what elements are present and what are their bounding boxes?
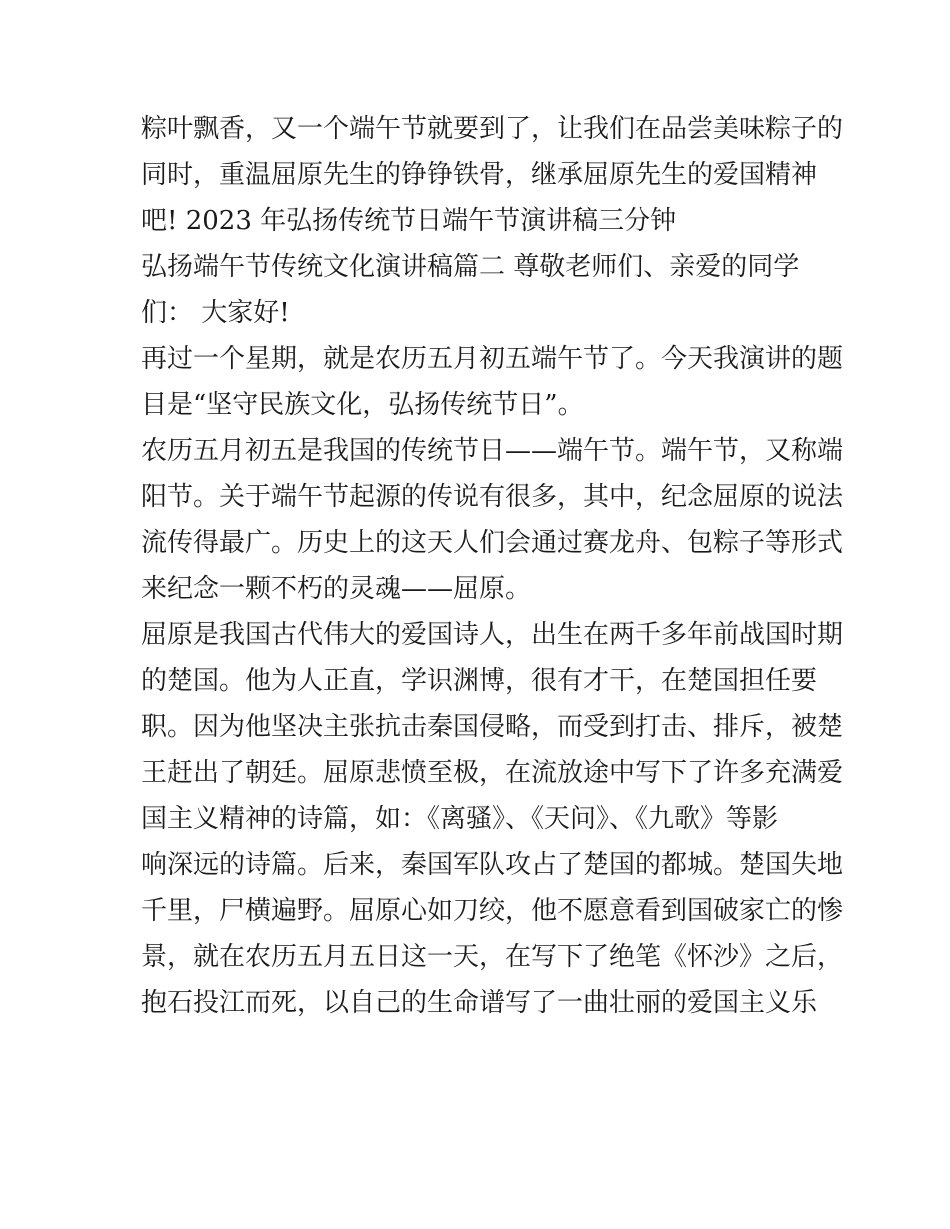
text-line: 千里，尸横遍野。屈原心如刀绞，他不愿意看到国破家亡的惨 xyxy=(141,896,844,926)
text-line: 王赶出了朝廷。屈原悲愤至极，在流放途中写下了许多充满爱 xyxy=(141,758,844,788)
text-line: 职。因为他坚决主张抗击秦国侵略，而受到打击、排斥，被楚 xyxy=(141,712,844,742)
text-line: 再过一个星期，就是农历五月初五端午节了。今天我演讲的题 xyxy=(141,344,844,374)
body-text xyxy=(141,106,844,1026)
text-line: 同时，重温屈原先生的铮铮铁骨，继承屈原先生的爱国精神 xyxy=(141,160,818,190)
text-line: 农历五月初五是我国的传统节日——端午节。端午节，又称端 xyxy=(141,436,844,466)
text-line: 弘扬端午节传统文化演讲稿篇二 尊敬老师们、亲爱的同学 xyxy=(141,252,800,282)
text-line: 来纪念一颗不朽的灵魂——屈原。 xyxy=(141,574,532,604)
text-line: 国主义精神的诗篇，如：《离骚》、《天问》、《九歌》等影 xyxy=(141,804,779,834)
text-line: 吧! 2023 年弘扬传统节日端午节演讲稿三分钟 xyxy=(141,206,677,236)
text-line: 粽叶飘香，又一个端午节就要到了，让我们在品尝美味粽子的 xyxy=(141,114,844,144)
text-line: 景，就在农历五月五日这一天，在写下了绝笔《怀沙》之后， xyxy=(141,942,844,972)
text-line: 屈原是我国古代伟大的爱国诗人，出生在两千多年前战国时期 xyxy=(141,620,844,650)
text-line: 抱石投江而死，以自己的生命谱写了一曲壮丽的爱国主义乐 xyxy=(141,988,818,1018)
text-line: 响深远的诗篇。后来，秦国军队攻占了楚国的都城。楚国失地 xyxy=(141,850,844,880)
text-line: 的楚国。他为人正直，学识渊博，很有才干，在楚国担任要 xyxy=(141,666,818,696)
text-line: 流传得最广。历史上的这天人们会通过赛龙舟、包粽子等形式 xyxy=(141,528,844,558)
text-line: 阳节。关于端午节起源的传说有很多，其中，纪念屈原的说法 xyxy=(141,482,844,512)
text-line: 们： 大家好! xyxy=(141,298,290,328)
text-line: 目是“坚守民族文化，弘扬传统节日”。 xyxy=(141,390,584,420)
